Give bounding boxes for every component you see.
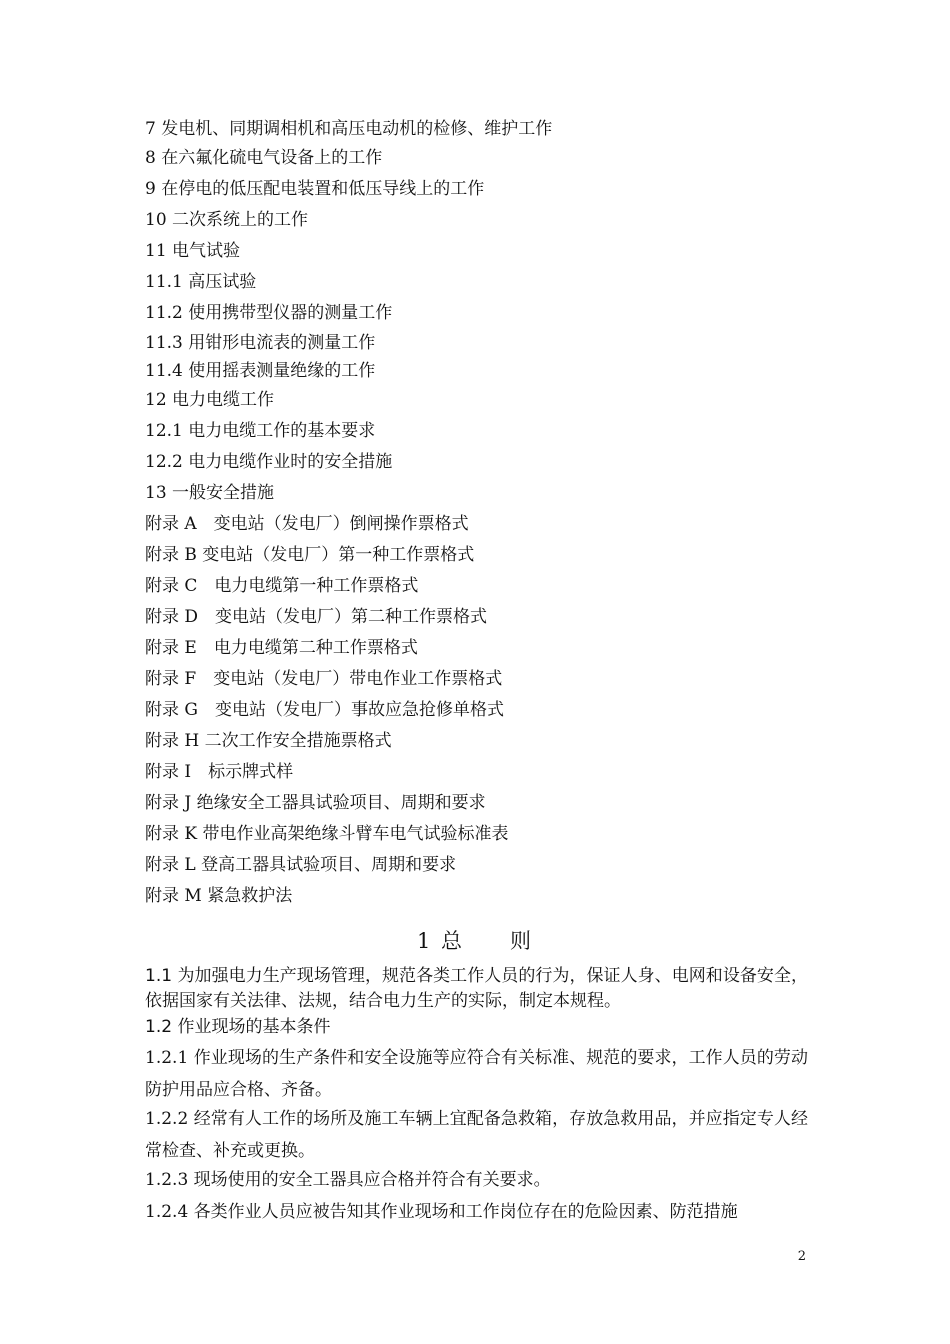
paragraph-1-2-2: 1.2.2 经常有人工作的场所及施工车辆上宜配备急救箱，存放急救用品，并应指定专人经常检查、补充或更换。 bbox=[145, 1109, 808, 1161]
toc-entry: 11.2 使用携带型仪器的测量工作 bbox=[145, 303, 393, 323]
paragraph-1-2-3: 1.2.3 现场使用的安全工器具应合格并符合有关要求。 bbox=[145, 1170, 551, 1190]
toc-entry: 附录 I 标示牌式样 bbox=[145, 762, 294, 782]
toc-entry: 附录 D 变电站（发电厂）第二种工作票格式 bbox=[145, 607, 488, 627]
paragraph-1-2-4: 1.2.4 各类作业人员应被告知其作业现场和工作岗位存在的危险因素、防范措施 bbox=[145, 1202, 738, 1222]
toc-entry: 附录 C 电力电缆第一种工作票格式 bbox=[145, 576, 419, 596]
toc-entry: 8 在六氟化硫电气设备上的工作 bbox=[145, 148, 383, 168]
toc-entry: 附录 F 变电站（发电厂）带电作业工作票格式 bbox=[145, 669, 503, 689]
toc-entry: 9 在停电的低压配电装置和低压导线上的工作 bbox=[145, 179, 485, 199]
section-heading: 1 总 则 bbox=[416, 929, 534, 953]
paragraph-1-2: 1.2 作业现场的基本条件 bbox=[145, 1017, 331, 1037]
toc-entry: 12.2 电力电缆作业时的安全措施 bbox=[145, 452, 393, 472]
toc-entry: 附录 M 紧急救护法 bbox=[145, 886, 293, 906]
toc-entry: 11.4 使用摇表测量绝缘的工作 bbox=[145, 361, 376, 381]
toc-entry: 附录 L 登高工器具试验项目、周期和要求 bbox=[145, 855, 457, 875]
toc-entry: 10 二次系统上的工作 bbox=[145, 210, 309, 230]
paragraph-1-1: 1.1 为加强电力生产现场管理，规范各类工作人员的行为，保证人身、电网和设备安全，依据国家有关法律、法规，结合电力生产的实际，制定本规程。 bbox=[145, 966, 808, 1011]
toc-entry: 附录 J 绝缘安全工器具试验项目、周期和要求 bbox=[145, 793, 486, 813]
toc-entry: 附录 H 二次工作安全措施票格式 bbox=[145, 731, 392, 751]
toc-entry: 7 发电机、同期调相机和高压电动机的检修、维护工作 bbox=[145, 119, 553, 139]
table-of-contents bbox=[145, 116, 825, 912]
paragraph-1-2-1: 1.2.1 作业现场的生产条件和安全设施等应符合有关标准、规范的要求，工作人员的劳动防护用品应合格、齐备。 bbox=[145, 1048, 808, 1100]
toc-entry: 11.1 高压试验 bbox=[145, 272, 257, 292]
toc-entry: 附录 A 变电站（发电厂）倒闸操作票格式 bbox=[145, 514, 469, 534]
toc-entry: 附录 G 变电站（发电厂）事故应急抢修单格式 bbox=[145, 700, 504, 720]
toc-entry: 附录 E 电力电缆第二种工作票格式 bbox=[145, 638, 418, 658]
toc-entry: 13 一般安全措施 bbox=[145, 483, 275, 503]
page-number: 2 bbox=[797, 1249, 806, 1264]
toc-entry: 附录 K 带电作业高架绝缘斗臂车电气试验标准表 bbox=[145, 824, 509, 844]
toc-entry: 11 电气试验 bbox=[145, 241, 241, 261]
toc-entry: 12.1 电力电缆工作的基本要求 bbox=[145, 421, 376, 441]
toc-entry: 11.3 用钳形电流表的测量工作 bbox=[145, 333, 376, 353]
toc-entry: 附录 B 变电站（发电厂）第一种工作票格式 bbox=[145, 545, 475, 565]
toc-entry: 12 电力电缆工作 bbox=[145, 390, 275, 410]
